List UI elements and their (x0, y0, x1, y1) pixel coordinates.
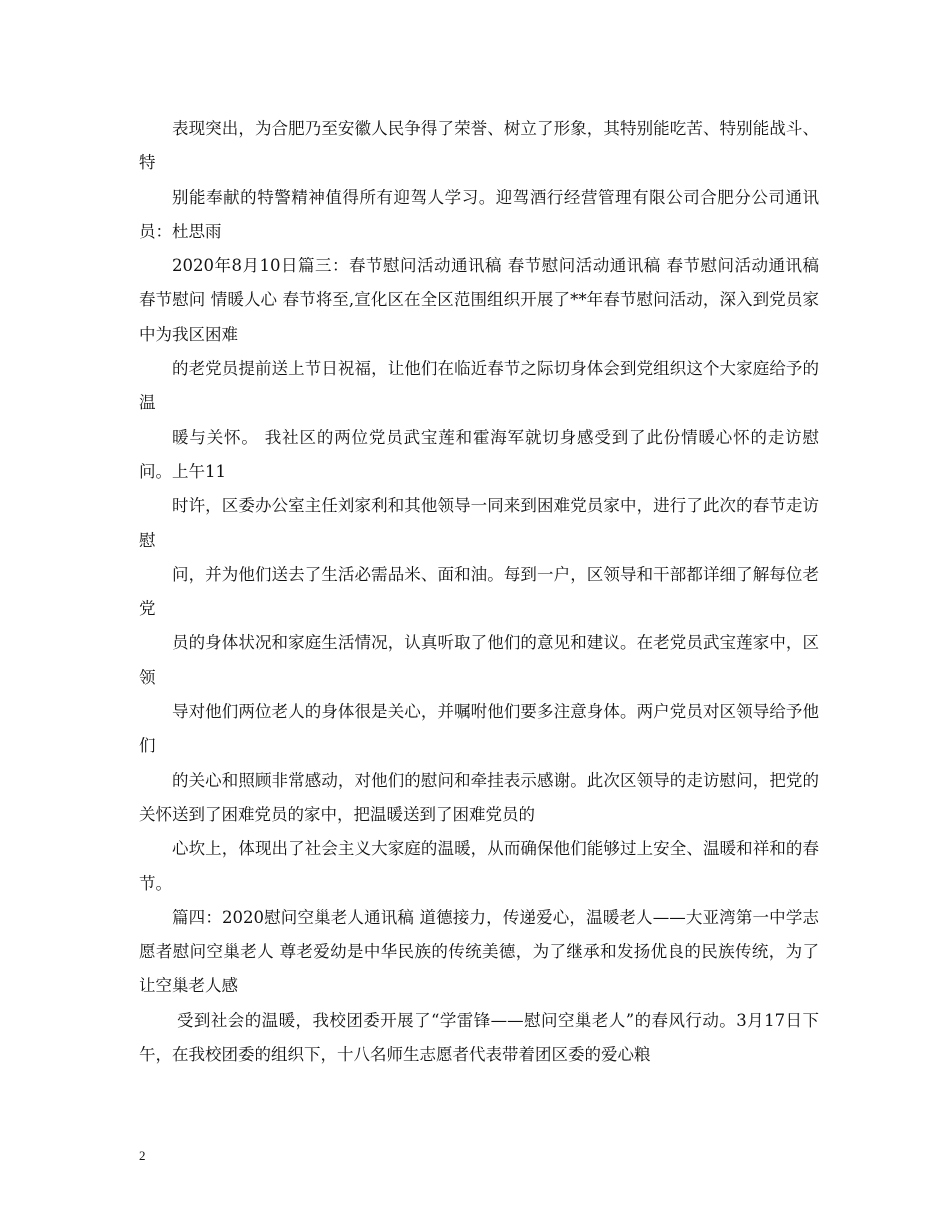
paragraph-4: 的老党员提前送上节日祝福，让他们在临近春节之际切身体会到党组织这个大家庭给予的温 (139, 359, 819, 413)
paragraph-2: 别能奉献的特警精神值得所有迎驾人学习。迎驾酒行经营管理有限公司合肥分公司通讯员：杜思雨 (139, 187, 819, 241)
paragraph-1: 表现突出，为合肥乃至安徽人民争得了荣誉、树立了形象，其特别能吃苦、特别能战斗、特 (139, 119, 819, 173)
paragraph-9: 导对他们两位老人的身体很是关心，并嘱咐他们要多注意身体。两户党员对区领导给予他们 (139, 702, 819, 756)
paragraph-6: 时许，区委办公室主任刘家利和其他领导一同来到困难党员家中，进行了此次的春节走访慰 (139, 496, 819, 550)
page-number: 2 (139, 1148, 146, 1163)
paragraph-11: 心坎上，体现出了社会主义大家庭的温暖，从而确保他们能够过上安全、温暖和祥和的春节。 (139, 839, 819, 893)
paragraph-13: 受到社会的温暖，我校团委开展了“学雷锋——慰问空巢老人”的春风行动。3月17日下午，在我校团委的组织下，十八名师生志愿者代表带着团区委的爱心粮 (139, 1010, 819, 1065)
document-body (139, 112, 819, 1072)
paragraph-3: 2020年8月10日篇三：春节慰问活动通讯稿 春节慰问活动通讯稿 春节慰问活动通讯稿 春节慰问 情暖人心 春节将至,宣化区在全区范围组织开展了**年春节慰问活动，深入到党员家中为我区困难 (139, 256, 819, 344)
paragraph-10: 的关心和照顾非常感动，对他们的慰问和牵挂表示感谢。此次区领导的走访慰问，把党的关怀送到了困难党员的家中，把温暖送到了困难党员的 (139, 770, 819, 824)
paragraph-5: 暖与关怀。 我社区的两位党员武宝莲和霍海军就切身感受到了此份情暖心怀的走访慰问。上午11 (139, 427, 819, 481)
paragraph-8: 员的身体状况和家庭生活情况，认真听取了他们的意见和建议。在老党员武宝莲家中，区领 (139, 633, 819, 687)
paragraph-12: 篇四：2020慰问空巢老人通讯稿 道德接力，传递爱心，温暖老人——大亚湾第一中学志愿者慰问空巢老人 尊老爱幼是中华民族的传统美德，为了继承和发扬优良的民族传统，为了让空巢老人感 (139, 907, 819, 996)
paragraph-7: 问，并为他们送去了生活必需品米、面和油。每到一户，区领导和干部都详细了解每位老党 (139, 564, 819, 619)
